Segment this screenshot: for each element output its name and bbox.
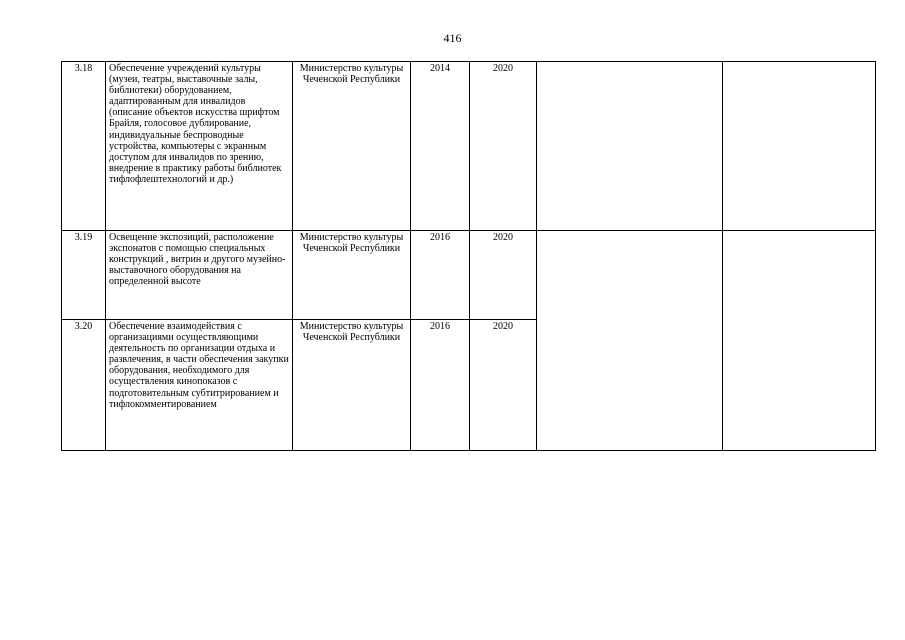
empty-merged-cell	[537, 231, 723, 451]
row-number: 3.18	[62, 62, 106, 231]
table-row	[62, 231, 876, 320]
responsible-organization: Министерство культуры Чеченской Республики	[293, 231, 411, 320]
table-row	[62, 62, 876, 231]
page-number: 416	[443, 31, 462, 45]
start-year: 2014	[411, 62, 470, 231]
row-number: 3.19	[62, 231, 106, 320]
end-year: 2020	[470, 62, 537, 231]
end-year: 2020	[470, 231, 537, 320]
start-year: 2016	[411, 320, 470, 451]
responsible-organization: Министерство культуры Чеченской Республики	[293, 62, 411, 231]
activity-description: Освещение экспозиций, расположение экспонатов с помощью специальных конструкций , витрин и другого музейно-выставочного оборудования на определенной высоте	[106, 231, 293, 320]
start-year: 2016	[411, 231, 470, 320]
activities-table	[61, 61, 876, 451]
empty-cell	[723, 62, 876, 231]
activity-description: Обеспечение взаимодействия с организациями осуществляющими деятельность по организации отдыха и развлечения, в части обеспечения закупки оборудования, необходимого для осуществления кинопоказов с подготовительным субтитрированием и тифлокомментированием	[106, 320, 293, 451]
row-number: 3.20	[62, 320, 106, 451]
empty-merged-cell	[723, 231, 876, 451]
activity-description: Обеспечение учреждений культуры (музеи, театры, выставочные залы, библиотеки) оборудованием, адаптированным для инвалидов (описание объектов искусства шрифтом Брайля, голосовое дублирование, индивидуальные беспроводные устройства, компьютеры с экранным доступом для инвалидов по зрению, внедрение в практику работы библиотек тифлофлештехнологий и др.)	[106, 62, 293, 231]
responsible-organization: Министерство культуры Чеченской Республики	[293, 320, 411, 451]
empty-cell	[537, 62, 723, 231]
end-year: 2020	[470, 320, 537, 451]
